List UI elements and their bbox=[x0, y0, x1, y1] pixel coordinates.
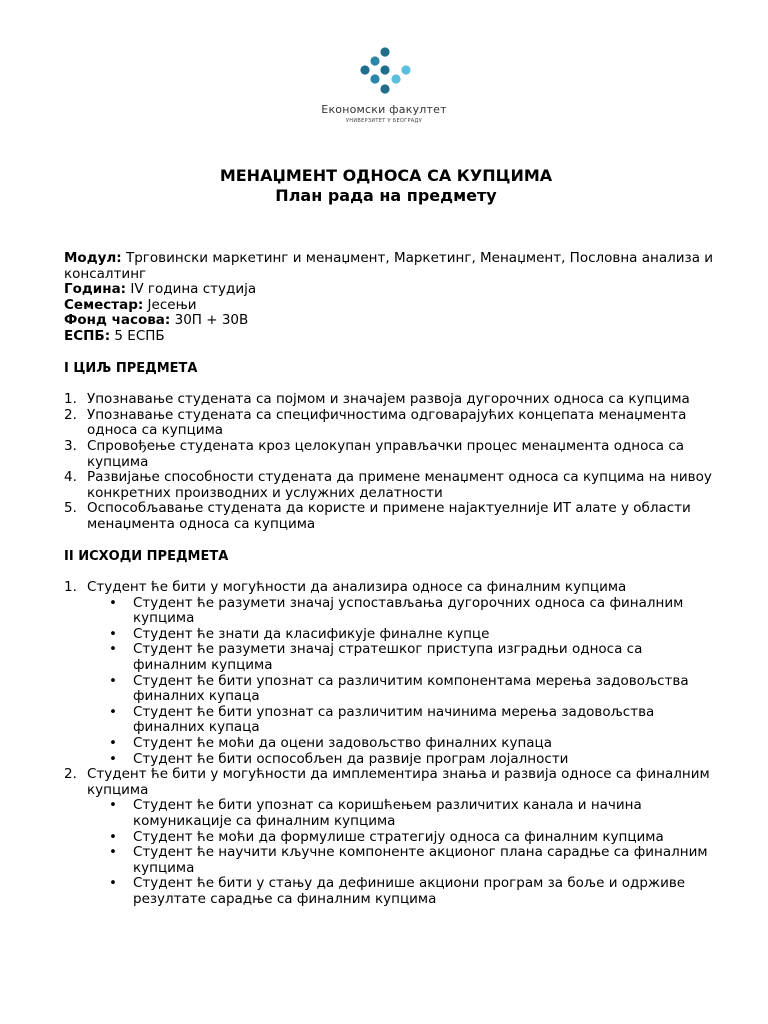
sub-list-item-text: Студент ће моћи да оцени задовољство финалних купаца bbox=[133, 735, 553, 752]
sub-list-item bbox=[87, 830, 714, 846]
sub-list-item bbox=[87, 642, 714, 673]
list-item-number: 3. bbox=[64, 437, 77, 454]
sub-list-item-text: Студент ће знати да класификује финалне купце bbox=[133, 625, 490, 642]
bullet-icon: • bbox=[109, 797, 117, 814]
meta-module-label: Модул: bbox=[64, 250, 122, 266]
bullet-icon: • bbox=[109, 750, 117, 767]
meta-hours bbox=[64, 313, 714, 329]
sub-list-item bbox=[87, 876, 714, 907]
sub-list-item bbox=[87, 736, 714, 752]
list-item-number: 5. bbox=[64, 500, 77, 517]
meta-year-label: Година: bbox=[64, 281, 127, 298]
sub-list-item bbox=[87, 845, 714, 876]
bullet-icon: • bbox=[109, 594, 117, 611]
meta-ects bbox=[64, 329, 714, 345]
list-item-text: Оспособљавање студената да користе и примене најактуелније ИТ алате у области менаџмента односа са купцима bbox=[87, 500, 691, 532]
sub-list-item-text: Студент ће бити упознат са различитим начинима мерења задовољства финалних купаца bbox=[133, 703, 655, 736]
bullet-icon: • bbox=[109, 703, 117, 720]
bullet-icon: • bbox=[109, 735, 117, 752]
sub-list-item bbox=[87, 798, 714, 829]
sub-list-item-text: Студент ће моћи да формулише стратегију односа са финалним купцима bbox=[133, 828, 664, 845]
goals-list bbox=[64, 392, 714, 532]
goals-heading: I ЦИЉ ПРЕДМЕТА bbox=[64, 360, 198, 376]
bullet-icon: • bbox=[109, 672, 117, 689]
bullet-icon: • bbox=[109, 844, 117, 861]
list-item bbox=[64, 470, 714, 501]
sub-list-item bbox=[87, 596, 714, 627]
meta-hours-value: 30П + 30В bbox=[170, 312, 249, 329]
list-item-text: Студент ће бити у могућности да анализира односе са финалним купцима bbox=[87, 579, 627, 596]
sub-list-item-text: Студент ће бити оспособљен да развије програм лојалности bbox=[133, 750, 569, 767]
list-item-text: Развијање способности студената да примене менаџмент односа са купцима на нивоу конкретних производних и услужних делатности bbox=[87, 469, 712, 501]
logo-university-name: УНИВЕРЗИТЕТ У БЕОГРАДУ bbox=[345, 118, 423, 124]
sub-list-item-text: Студент ће бити у стању да дефинише акциони програм за боље и одрживе резултате сарадње са финалним купцима bbox=[133, 875, 686, 907]
list-item bbox=[64, 439, 714, 470]
sub-list-item bbox=[87, 752, 714, 768]
outcomes-heading: II ИСХОДИ ПРЕДМЕТА bbox=[64, 548, 229, 564]
meta-ects-value: 5 ЕСПБ bbox=[110, 327, 165, 344]
logo-faculty-name: Економски факултет bbox=[321, 103, 447, 116]
list-item-number: 1. bbox=[64, 579, 77, 596]
meta-module bbox=[64, 251, 714, 282]
list-item-text: Упознавање студената са специфичностима одговарајућих концепата менаџмента односа са купцима bbox=[87, 406, 687, 439]
logo-dots-icon bbox=[354, 46, 414, 98]
list-item-number: 2. bbox=[64, 406, 77, 423]
sub-list-item-text: Студент ће разумети значај успостављања дугорочних односа са финалним купцима bbox=[133, 594, 684, 627]
bullet-icon: • bbox=[109, 625, 117, 642]
meta-year bbox=[64, 282, 714, 298]
meta-semester-value: Јесењи bbox=[143, 296, 197, 313]
sub-list-item-text: Студент ће разумети значај стратешког приступа изградњи односа са финалним купцима bbox=[133, 641, 643, 674]
sub-list-item-text: Студент ће научити кључне компоненте акционог плана сарадње са финалним купцима bbox=[133, 844, 708, 876]
sub-list-item-text: Студент ће бити упознат са коришћењем различитих канала и начина комуникације са финалним купцима bbox=[133, 797, 642, 829]
sub-list bbox=[87, 596, 714, 768]
title-subtitle: План рада на предмету bbox=[275, 186, 497, 205]
bullet-icon: • bbox=[109, 641, 117, 658]
faculty-logo bbox=[0, 46, 768, 124]
sub-list-item bbox=[87, 627, 714, 643]
meta-year-value: IV година студија bbox=[126, 281, 257, 298]
list-item-number: 2. bbox=[64, 766, 77, 783]
title-course-name: МЕНАЏМЕНТ ОДНОСА СА КУПЦИМА bbox=[219, 166, 553, 185]
list-item bbox=[64, 501, 714, 532]
sub-list-item bbox=[87, 705, 714, 736]
outcomes-list bbox=[64, 580, 714, 907]
sub-list bbox=[87, 798, 714, 907]
list-item-number: 4. bbox=[64, 469, 77, 486]
list-item bbox=[64, 767, 714, 907]
meta-hours-label: Фонд часова: bbox=[64, 312, 171, 329]
list-item bbox=[64, 408, 714, 439]
list-item bbox=[64, 580, 714, 767]
meta-ects-label: ЕСПБ: bbox=[64, 327, 111, 344]
sub-list-item bbox=[87, 674, 714, 705]
bullet-icon: • bbox=[109, 875, 117, 892]
meta-semester-label: Семестар: bbox=[64, 296, 144, 313]
meta-module-value: Трговински маркетинг и менаџмент, Маркетинг, Менаџмент, Пословна анализа и консалтинг bbox=[64, 250, 714, 282]
document-body bbox=[64, 251, 714, 908]
list-item-text: Спровођење студената кроз целокупан управљачки процес менаџмента односа са купцима bbox=[87, 437, 685, 470]
sub-list-item-text: Студент ће бити упознат са различитим компонентама мерења задовољства финалних купаца bbox=[133, 672, 689, 705]
bullet-icon: • bbox=[109, 828, 117, 845]
list-item-number: 1. bbox=[64, 391, 77, 408]
list-item-text: Студент ће бити у могућности да имплементира знања и развија односе са финалним купцима bbox=[87, 766, 710, 798]
list-item-text: Упознавање студената са појмом и значајем развоја дугорочних односа са купцима bbox=[87, 391, 690, 408]
meta-semester bbox=[64, 298, 714, 314]
document-title bbox=[0, 166, 768, 206]
list-item bbox=[64, 392, 714, 408]
course-meta bbox=[64, 251, 714, 345]
